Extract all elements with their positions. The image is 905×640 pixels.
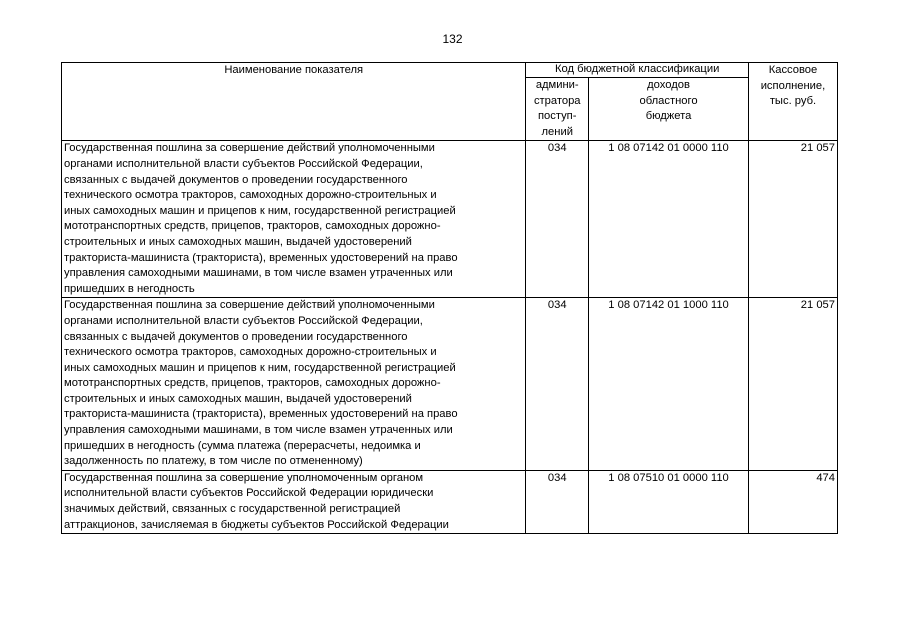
- text-line: исполнительной власти субъектов Российской Федерации юридически: [64, 487, 434, 500]
- text-line: строительных и иных самоходных машин, выдачей удостоверений: [64, 235, 412, 248]
- text-line: органами исполнительной власти субъектов Российской Федерации,: [64, 314, 423, 327]
- text-line: органами исполнительной власти субъектов Российской Федерации,: [64, 157, 423, 170]
- header-line: доходов: [647, 79, 690, 91]
- text-line: тракториста-машиниста (тракториста), временных удостоверений на право: [64, 408, 458, 421]
- text-line: связанных с выдачей документов о проведении государственного: [64, 330, 408, 343]
- row-amount: 21 057: [748, 298, 837, 471]
- header-budget-classification-code: Код бюджетной классификации: [526, 63, 749, 78]
- header-line: стратора: [533, 94, 581, 107]
- header-regional-budget-income: [589, 78, 749, 141]
- header-line: лений: [541, 125, 573, 138]
- text-line: иных самоходных машин и прицепов к ним, государственной регистрацией: [64, 361, 456, 374]
- text-line: технического осмотра тракторов, самоходных дорожно-строительных и: [64, 189, 437, 202]
- header-line: поступ-: [537, 110, 577, 123]
- text-line: пришедших в негодность: [64, 282, 195, 295]
- text-line: иных самоходных машин и прицепов к ним, государственной регистрацией: [64, 204, 456, 217]
- budget-table: [61, 62, 838, 534]
- row-indicator-name: [62, 141, 526, 298]
- row-amount: 474: [748, 470, 837, 533]
- text-line: аттракционов, зачисляемая в бюджеты субъектов Российской Федерации: [64, 518, 449, 531]
- row-administrator-code: 034: [526, 470, 589, 533]
- text-line: Государственная пошлина за совершение уполномоченным органом: [64, 471, 424, 484]
- header-line: тыс. руб.: [769, 95, 817, 108]
- row-amount: 21 057: [748, 141, 837, 298]
- row-income-code: 1 08 07142 01 1000 110: [589, 298, 749, 471]
- row-indicator-name: [62, 470, 526, 533]
- text-line: тракториста-машиниста (тракториста), временных удостоверений на право: [64, 251, 458, 264]
- page-number: 132: [442, 32, 463, 46]
- header-line: областного: [639, 94, 698, 107]
- text-line: задолженность по платежу, в том числе по отмененному): [64, 455, 363, 468]
- header-line: Кассовое: [768, 64, 818, 76]
- text-line: управления самоходными машинами, в том числе взамен утраченных или: [64, 267, 453, 280]
- header-indicator-name: Наименование показателя: [62, 63, 526, 141]
- header-cash-execution: [748, 63, 837, 141]
- row-income-code: 1 08 07142 01 0000 110: [589, 141, 749, 298]
- text-line: значимых действий, связанных с государственной регистрацией: [64, 503, 401, 516]
- header-line: админи-: [535, 79, 579, 91]
- header-line: бюджета: [645, 110, 692, 123]
- table-row: [62, 470, 838, 533]
- text-line: Государственная пошлина за совершение действий уполномоченными: [64, 142, 435, 155]
- text-line: пришедших в негодность (сумма платежа (перерасчеты, недоимка и: [64, 439, 421, 452]
- header-administrator: [526, 78, 589, 141]
- row-administrator-code: 034: [526, 298, 589, 471]
- header-line: исполнение,: [760, 79, 826, 92]
- text-line: мототранспортных средств, прицепов, тракторов, самоходных дорожно-: [64, 377, 441, 390]
- text-line: технического осмотра тракторов, самоходных дорожно-строительных и: [64, 346, 437, 359]
- text-line: Государственная пошлина за совершение действий уполномоченными: [64, 299, 435, 312]
- table-row: [62, 298, 838, 471]
- text-line: связанных с выдачей документов о проведении государственного: [64, 173, 408, 186]
- table-row: [62, 141, 838, 298]
- row-indicator-name: [62, 298, 526, 471]
- text-line: управления самоходными машинами, в том числе взамен утраченных или: [64, 424, 453, 437]
- row-administrator-code: 034: [526, 141, 589, 298]
- row-income-code: 1 08 07510 01 0000 110: [589, 470, 749, 533]
- text-line: строительных и иных самоходных машин, выдачей удостоверений: [64, 392, 412, 405]
- text-line: мототранспортных средств, прицепов, тракторов, самоходных дорожно-: [64, 220, 441, 233]
